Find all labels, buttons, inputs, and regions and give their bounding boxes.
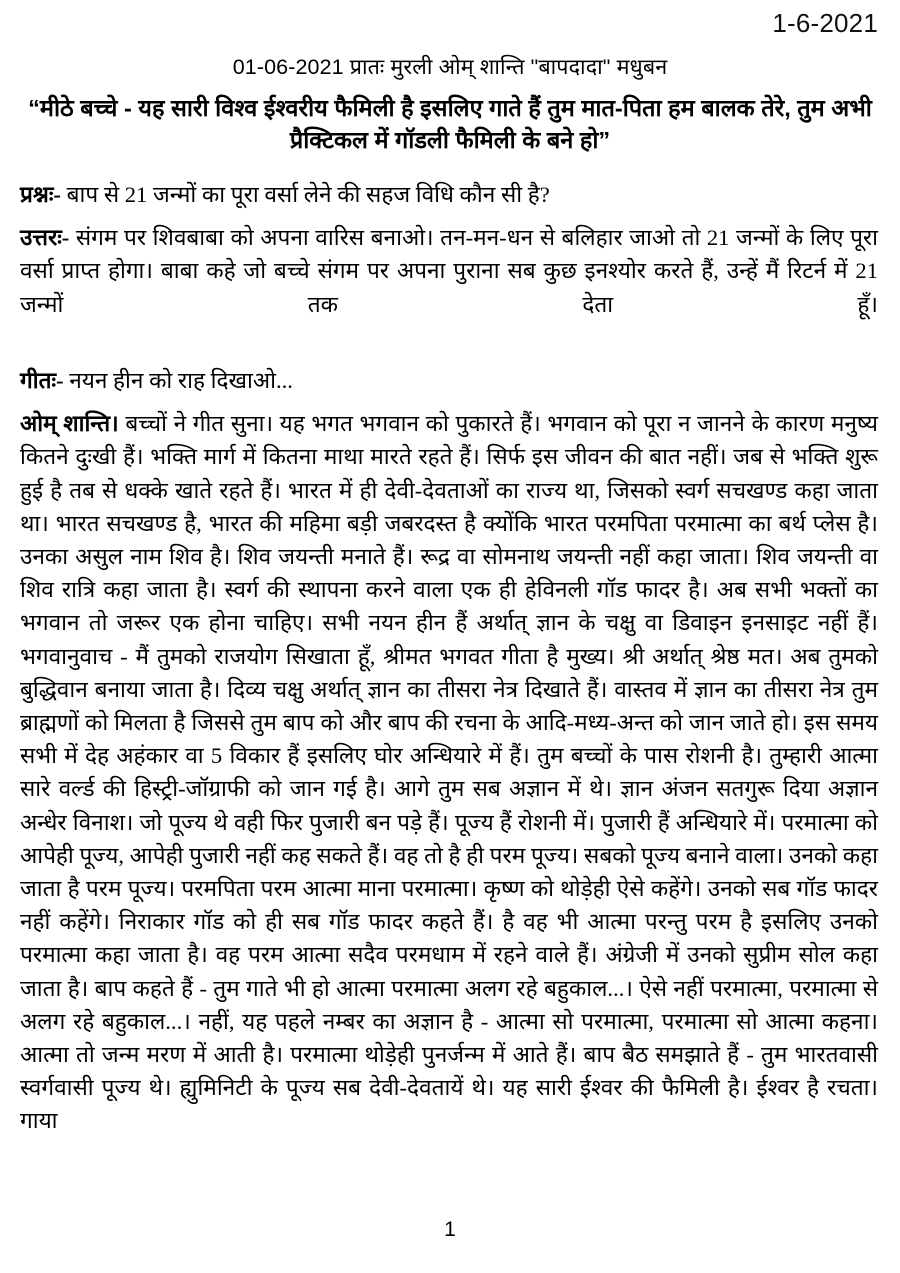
- document-body: [20, 178, 878, 1171]
- question-text: बाप से 21 जन्मों का पूरा वर्सा लेने की सहज विधि कौन सी है?: [66, 182, 550, 207]
- stamp-date: 1-6-2021: [772, 8, 878, 38]
- answer-label: उत्तरः-: [20, 225, 70, 251]
- song-paragraph: [20, 364, 878, 397]
- document-headline: “मीठे बच्चे - यह सारी विश्व ईश्वरीय फैमिली है इसलिए गाते हैं तुम मात-पिता हम बालक तेरे, तुम अभी प्रैक्टिकल में गॉडली फैमिली के बने हो”: [28, 95, 872, 153]
- discourse-label: ओम् शान्ति।: [20, 411, 119, 437]
- document-header-line: 01-06-2021 प्रातः मुरली ओम् शान्ति "बापदादा" मधुबन: [232, 55, 668, 79]
- answer-text: संगम पर शिवबाबा को अपना वारिस बनाओ। तन-मन-धन से बलिहार जाओ तो 21 जन्मों के लिए पूरा वर्सा प्राप्त होगा। बाबा कहे जो बच्चे संगम पर अपना पुराना सब कुछ इनश्योर करते हैं, उन्हें मैं रिटर्न में 21 जन्मों तक देता हूँ।: [20, 225, 878, 317]
- page-number: 1: [444, 1218, 456, 1241]
- discourse-paragraph: [20, 407, 878, 1171]
- discourse-text: बच्चों ने गीत सुना। यह भगत भगवान को पुकारते हैं। भगवान को पूरा न जानने के कारण मनुष्य कितने दुःखी हैं। भक्ति मार्ग में कितना माथा मारते रहते हैं। सिर्फ इस जीवन की बात नहीं। जब से भक्ति शुरू हुई है तब से धक्के खाते रहते हैं। भारत में ही देवी-देवताओं का राज्य था, जिसको स्वर्ग सचखण्ड कहा जाता था। भारत सचखण्ड है, भारत की महिमा बड़ी जबरदस्त है क्योंकि भारत परमपिता परमात्मा का बर्थ प्लेस है। उनका असुल नाम शिव है। शिव जयन्ती मनाते हैं। रूद्र वा सोमनाथ जयन्ती नहीं कहा जाता। शिव जयन्ती वा शिव रात्रि कहा जाता है। स्वर्ग की स्थापना करने वाला एक ही हेविनली गॉड फादर है। अब सभी भक्तों का भगवान तो जरूर एक होना चाहिए। सभी नयन हीन हैं अर्थात् ज्ञान के चक्षु वा डिवाइन इनसाइट नहीं हैं। भगवानुवाच - मैं तुमको राजयोग सिखाता हूँ, श्रीमत भगवत गीता है मुख्य। श्री अर्थात् श्रेष्ठ मत। अब तुमको बुद्धिवान बनाया जाता है। दिव्य चक्षु अर्थात् ज्ञान का तीसरा नेत्र दिखाते हैं। वास्तव में ज्ञान का तीसरा नेत्र तुम ब्राह्मणों को मिलता है जिससे तुम बाप को और बाप की रचना के आदि-मध्य-अन्त को जान जाते हो। इस समय सभी में देह अहंकार वा 5 विकार हैं इसलिए घोर अन्धियारे में हैं। तुम बच्चों के पास रोशनी है। तुम्हारी आत्मा सारे वर्ल्ड की हिस्ट्री-जॉग्राफी को जान गई है। आगे तुम सब अज्ञान में थे। ज्ञान अंजन सतगुरू दिया अज्ञान अन्धेर विनाश। जो पूज्य थे वही फिर पुजारी बन पड़े हैं। पूज्य हैं रोशनी में। पुजारी हैं अन्धियारे में। परमात्मा को आपेही पूज्य, आपेही पुजारी नहीं कह सकते हैं। वह तो है ही परम पूज्य। सबको पूज्य बनाने वाला। उनको कहा जाता है परम पूज्य। परमपिता परम आत्मा माना परमात्मा। कृष्ण को थोड़ेही ऐसे कहेंगे। उनको सब गॉड फादर नहीं कहेंगे। निराकार गॉड को ही सब गॉड फादर कहते हैं। है वह भी आत्मा परन्तु परम है इसलिए उनको परमात्मा कहा जाता है। वह परम आत्मा सदैव परमधाम में रहने वाले हैं। अंग्रेजी में उनको सुप्रीम सोल कहा जाता है। बाप कहते हैं - तुम गाते भी हो आत्मा परमात्मा अलग रहे बहुकाल...। ऐसे नहीं परमात्मा, परमात्मा से अलग रहे बहुकाल...। नहीं, यह पहले नम्बर का अज्ञान है - आत्मा सो परमात्मा, परमात्मा सो आत्मा कहना। आत्मा तो जन्म मरण में आती है। परमात्मा थोड़ेही पुनर्जन्म में आते हैं। बाप बैठ समझाते हैं - तुम भारतवासी स्वर्गवासी पूज्य थे। ह्युमिनिटी के पूज्य सब देवी-देवतायें थे। यह सारी ईश्वर की फैमिली है। ईश्वर है रचता। गाया: [20, 411, 878, 1134]
- question-label: प्रश्नः-: [20, 182, 61, 207]
- question-paragraph: [20, 178, 878, 211]
- answer-paragraph: [20, 221, 878, 354]
- song-label: गीतः-: [20, 368, 64, 394]
- song-text: नयन हीन को राह दिखाओ...: [69, 368, 293, 394]
